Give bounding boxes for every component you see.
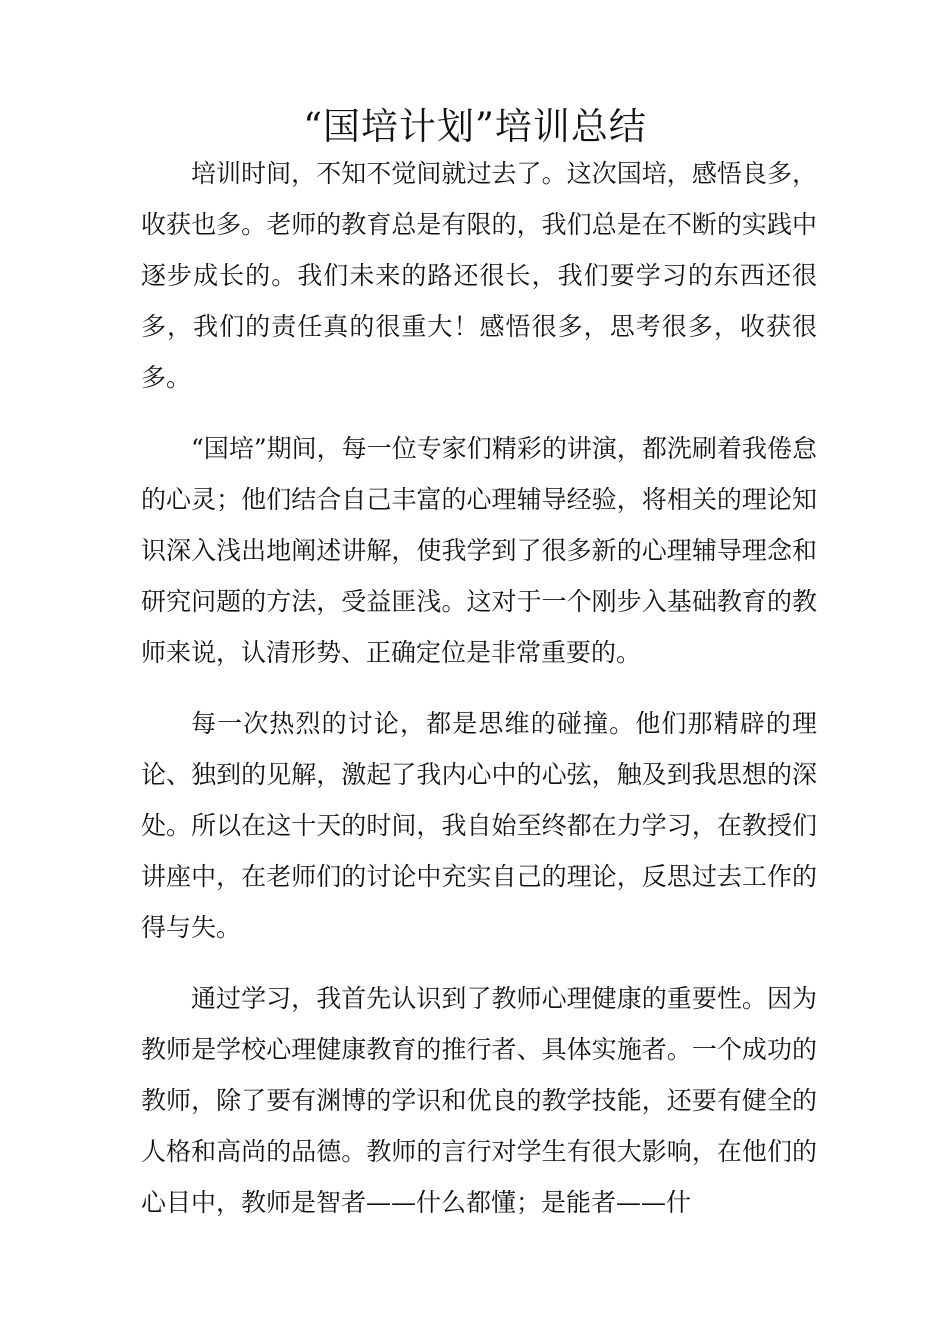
page-title: “国培计划”培训总结 bbox=[303, 105, 647, 148]
paragraph-4: 通过学习，我首先认识到了教师心理健康的重要性。因为教师是学校心理健康教育的推行者、具体实施者。一个成功的教师，除了要有渊博的学识和优良的教学技能，还要有健全的人格和高尚的品德。教师的言行对学生有很大影响，在他们的心目中，教师是智者——什么都懂；是能者——什 bbox=[141, 984, 817, 1217]
paragraph-3: 每一次热烈的讨论，都是思维的碰撞。他们那精辟的理论、独到的见解，激起了我内心中的心弦，触及到我思想的深处。所以在这十天的时间，我自始至终都在力学习，在教授们讲座中，在老师们的讨论中充实自己的理论，反思过去工作的得与失。 bbox=[141, 709, 817, 942]
paragraph-1: 培训时间，不知不觉间就过去了。这次国培，感悟良多，收获也多。老师的教育总是有限的，我们总是在不断的实践中逐步成长的。我们未来的路还很长，我们要学习的东西还很多，我们的责任真的很重大！感悟很多，思考很多，收获很多。 bbox=[141, 159, 817, 392]
document-body bbox=[141, 148, 817, 1248]
paragraph-2: “国培”期间，每一位专家们精彩的讲演，都洗刷着我倦怠的心灵；他们结合自己丰富的心理辅导经验，将相关的理论知识深入浅出地阐述讲解，使我学到了很多新的心理辅导理念和研究问题的方法，受益匪浅。这对于一个刚步入基础教育的教师来说，认清形势、正确定位是非常重要的。 bbox=[141, 434, 817, 667]
